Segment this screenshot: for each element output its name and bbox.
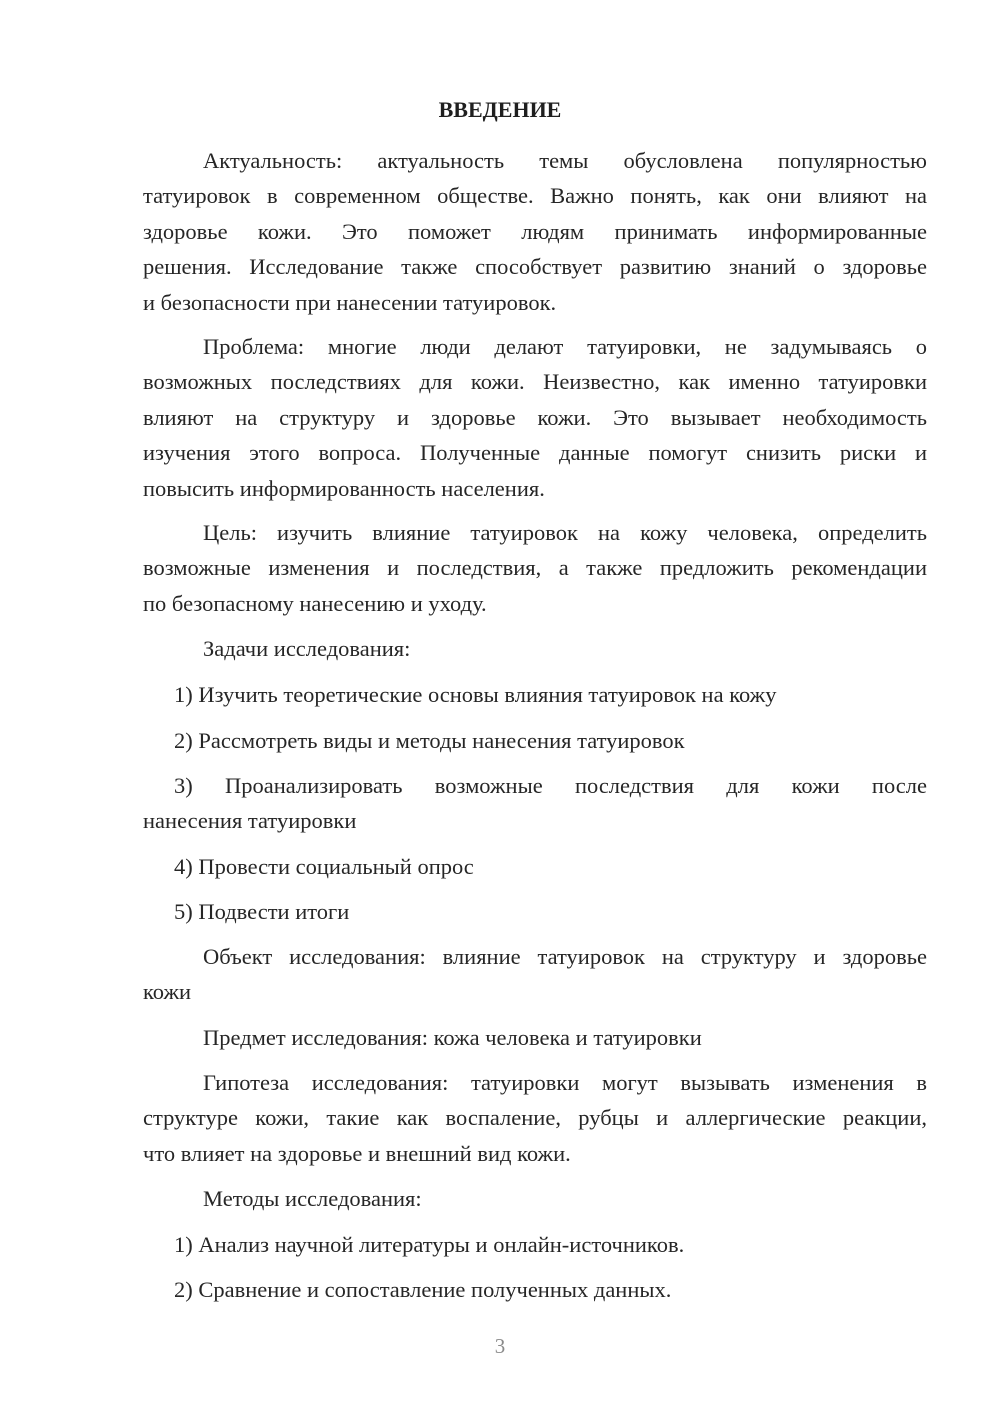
task-item-4: 4) Провести социальный опрос — [174, 854, 474, 879]
paragraph-line: решения. Исследование также способствует развитию знаний о здоровье — [143, 254, 927, 280]
paragraph-line: что влияет на здоровье и внешний вид кожи. — [143, 1140, 571, 1166]
page-title: ВВЕДЕНИЕ — [438, 97, 562, 122]
paragraph-line: нанесения татуировки — [143, 808, 357, 834]
paragraph-line: Объект исследования: влияние татуировок на структуру и здоровье — [203, 944, 927, 969]
method-item-1: 1) Анализ научной литературы и онлайн-источников. — [174, 1232, 685, 1257]
paragraph-line: возможных последствиях для кожи. Неизвестно, как именно татуировки — [143, 369, 927, 395]
paragraph-line: Гипотеза исследования: татуировки могут вызывать изменения в — [203, 1070, 927, 1095]
paragraph-line: возможные изменения и последствия, а также предложить рекомендации — [143, 555, 927, 581]
paragraph-line: здоровье кожи. Это поможет людям принимать информированные — [143, 218, 927, 244]
paragraph-line: кожи — [143, 979, 192, 1005]
goal-paragraph — [143, 515, 927, 621]
hypothesis-paragraph — [143, 1065, 927, 1171]
paragraph-line: Актуальность: актуальность темы обусловлена популярностью — [203, 148, 927, 173]
object-paragraph — [143, 939, 927, 1010]
subject-line: Предмет исследования: кожа человека и татуировки — [203, 1025, 702, 1050]
task-item-1: 1) Изучить теоретические основы влияния татуировок на кожу — [174, 682, 777, 707]
page-number: 3 — [494, 1334, 506, 1358]
paragraph-line: влияют на структуру и здоровье кожи. Это вызывает необходимость — [143, 404, 927, 430]
task-item-2: 2) Рассмотреть виды и методы нанесения татуировок — [174, 728, 685, 753]
paragraph-line: повысить информированность населения. — [143, 475, 545, 501]
task-item-3 — [143, 768, 927, 839]
paragraph-line: по безопасному нанесению и уходу. — [143, 590, 487, 616]
method-item-2: 2) Сравнение и сопоставление полученных данных. — [174, 1277, 672, 1302]
paragraph-line: Цель: изучить влияние татуировок на кожу человека, определить — [203, 520, 927, 545]
paragraph-line: Проблема: многие люди делают татуировки, не задумываясь о — [203, 334, 927, 359]
methods-title: Методы исследования: — [203, 1186, 422, 1211]
paragraph-line: и безопасности при нанесении татуировок. — [143, 289, 557, 315]
task-item-5: 5) Подвести итоги — [174, 899, 350, 924]
paragraph-line: изучения этого вопроса. Полученные данные помогут снизить риски и — [143, 440, 927, 466]
tasks-title: Задачи исследования: — [203, 636, 411, 661]
paragraph-line: татуировок в современном обществе. Важно понять, как они влияют на — [143, 183, 927, 209]
problem-paragraph — [143, 329, 927, 506]
paragraph-line: структуре кожи, такие как воспаление, рубцы и аллергические реакции, — [143, 1105, 927, 1131]
relevance-paragraph — [143, 143, 927, 320]
paragraph-line: 3) Проанализировать возможные последствия для кожи после — [174, 773, 927, 798]
